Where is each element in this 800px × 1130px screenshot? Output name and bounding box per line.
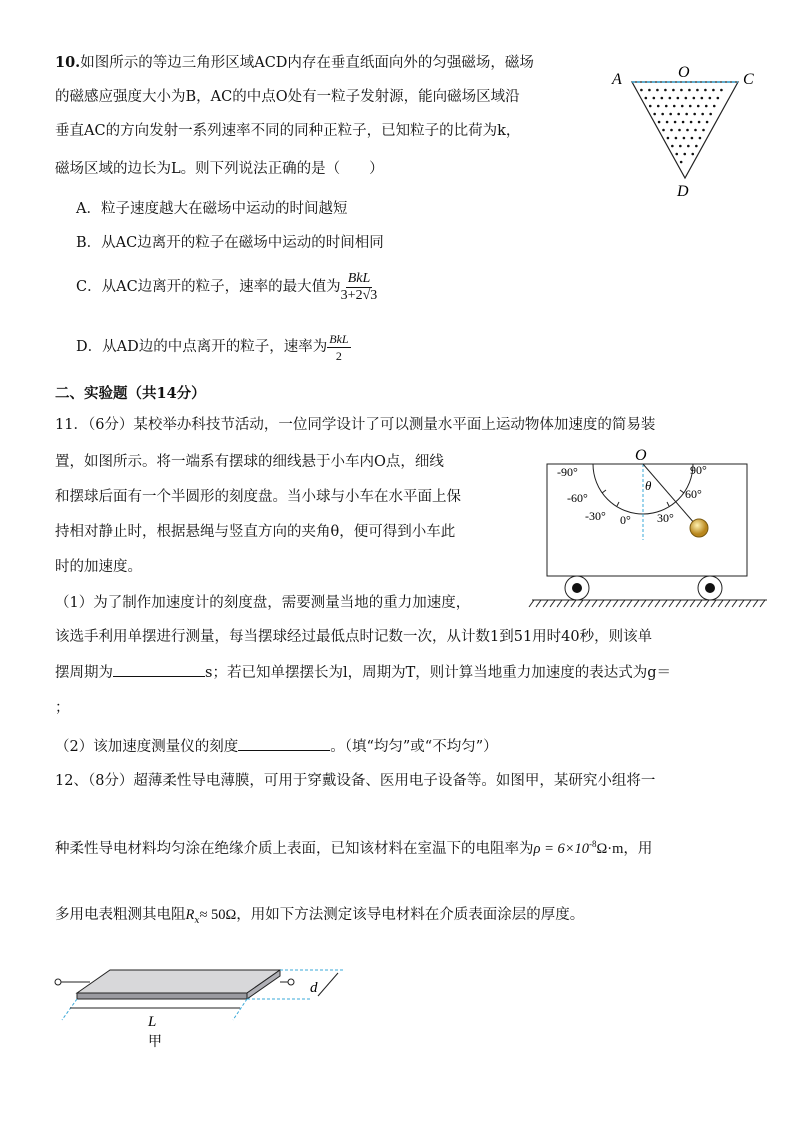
- field-dot: [709, 97, 712, 100]
- field-dot: [694, 129, 697, 132]
- field-dot: [680, 161, 683, 164]
- hatch-line: [585, 600, 590, 607]
- field-dot: [657, 105, 660, 108]
- field-dot: [709, 113, 712, 116]
- fraction: [327, 331, 350, 364]
- q11-line6: （1）为了制作加速度计的刻度盘，需要测量当地的重力加速度，: [55, 595, 471, 611]
- tick-marks: [602, 490, 684, 506]
- field-dot: [665, 105, 668, 108]
- text: 如图所示的等边三角形区域ACD内存在垂直纸面向外的匀强磁场，磁场: [80, 55, 534, 71]
- svg-text:30°: 30°: [657, 511, 674, 525]
- text: 。（填“均匀”或“不均匀”）: [330, 739, 498, 755]
- exponent: -8: [589, 839, 597, 849]
- field-dot: [698, 121, 701, 124]
- field-dot: [685, 113, 688, 116]
- field-dot: [661, 113, 664, 116]
- field-dot: [669, 97, 672, 100]
- field-dot: [693, 113, 696, 116]
- field-dot: [691, 137, 694, 140]
- option-b: B．从AC边离开的粒子在磁场中运动的时间相同: [76, 235, 384, 251]
- hatch-line: [613, 600, 618, 607]
- q10-line3: 垂直AC的方向发射一系列速率不同的同种正粒子，已知粒子的比荷为k，: [55, 123, 521, 139]
- hatch-line: [718, 600, 723, 607]
- q10-line4: 磁场区域的边长为L。则下列说法正确的是（ ）: [55, 161, 384, 177]
- field-dot: [671, 145, 674, 148]
- text: ，用如下方法测定该导电材料在介质表面涂层的厚度。: [236, 907, 585, 923]
- section-heading: 二、实验题（共14分）: [55, 385, 206, 402]
- q10-number: 10.: [55, 54, 81, 71]
- text: s；若已知单摆摆长为l，周期为T，则计算当地重力加速度的表达式为g＝: [205, 665, 672, 681]
- hatch-line: [641, 600, 646, 607]
- field-dots: [640, 89, 723, 164]
- text: D．从AD边的中点离开的粒子，速率为: [76, 339, 328, 355]
- q11-line8: [55, 662, 671, 683]
- field-dot: [688, 89, 691, 92]
- numerator: BkL: [329, 331, 349, 346]
- hatch-line: [634, 600, 639, 607]
- hatch-line: [732, 600, 737, 607]
- denominator: 2: [335, 348, 342, 363]
- field-dot: [664, 89, 667, 92]
- figure-caption: 甲: [148, 1034, 162, 1050]
- field-dot: [712, 89, 715, 92]
- resistance-symbol: R: [185, 907, 195, 923]
- wheels: [565, 576, 722, 600]
- hatch-line: [746, 600, 751, 607]
- field-dot: [681, 105, 684, 108]
- q11-line2: 置，如图所示。将一端系有摆球的细线悬于小车内O点，细线: [55, 454, 444, 470]
- svg-text:-60°: -60°: [567, 491, 588, 505]
- field-dot: [656, 89, 659, 92]
- answer-blank-period[interactable]: [113, 662, 205, 677]
- label-d: d: [310, 980, 318, 996]
- field-dot: [704, 89, 707, 92]
- field-dot: [691, 153, 694, 156]
- field-dot: [662, 129, 665, 132]
- field-dot: [695, 145, 698, 148]
- hatch-line: [536, 600, 541, 607]
- field-dot: [687, 145, 690, 148]
- svg-text:60°: 60°: [685, 487, 702, 501]
- svg-text:90°: 90°: [690, 463, 707, 477]
- hatch-line: [571, 600, 576, 607]
- hatch-line: [704, 600, 709, 607]
- hatch-line: [662, 600, 667, 607]
- field-dot: [682, 121, 685, 124]
- text: 种柔性导电材料均匀涂在绝缘介质上表面，已知该材料在室温下的电阻率为: [55, 840, 534, 857]
- hatch-line: [683, 600, 688, 607]
- field-dot: [680, 89, 683, 92]
- field-dot: [696, 89, 699, 92]
- field-dot: [669, 113, 672, 116]
- triangle: [632, 82, 738, 178]
- hatch-line: [543, 600, 548, 607]
- fraction: [341, 271, 378, 304]
- numerator: BkL: [347, 270, 371, 286]
- hatch-line: [725, 600, 730, 607]
- pendulum-ball: [690, 519, 708, 537]
- film-side: [77, 993, 247, 999]
- left-terminal: [55, 979, 61, 985]
- field-dot: [653, 113, 656, 116]
- field-dot: [670, 129, 673, 132]
- field-dot: [683, 137, 686, 140]
- field-dot: [661, 97, 664, 100]
- field-dot: [720, 89, 723, 92]
- ground-hatch: [529, 600, 765, 607]
- text: 摆周期为: [55, 665, 113, 681]
- hatch-line: [606, 600, 611, 607]
- svg-text:-90°: -90°: [557, 465, 578, 479]
- field-dot: [675, 153, 678, 156]
- q11-line10: [55, 736, 498, 757]
- field-dot: [673, 105, 676, 108]
- field-dot: [648, 89, 651, 92]
- field-dot: [702, 129, 705, 132]
- field-dot: [678, 129, 681, 132]
- field-dot: [683, 153, 686, 156]
- text: ，用: [623, 840, 653, 857]
- label-theta: θ: [645, 478, 652, 493]
- label-c: C: [743, 71, 754, 88]
- field-dot: [686, 129, 689, 132]
- field-dot: [640, 89, 643, 92]
- label-d: D: [677, 183, 689, 200]
- resistivity: ρ = 6×10: [533, 840, 590, 857]
- hatch-line: [669, 600, 674, 607]
- q11-line3: 和摆球后面有一个半圆形的刻度盘。当小球与小车在水平面上保: [55, 489, 461, 505]
- label-o: O: [678, 64, 690, 81]
- hatch-line: [557, 600, 562, 607]
- svg-text:-30°: -30°: [585, 509, 606, 523]
- field-dot: [717, 97, 720, 100]
- field-dot: [689, 105, 692, 108]
- field-dot: [705, 105, 708, 108]
- right-terminal: [288, 979, 294, 985]
- text: （2）该加速度测量仪的刻度: [55, 739, 239, 755]
- q11-line4: 持相对静止时，根据悬绳与竖直方向的夹角θ，便可得到小车此: [55, 524, 456, 540]
- triangle-field-figure: [600, 60, 780, 200]
- hatch-line: [690, 600, 695, 607]
- q11-line1: 11．（6分）某校举办科技节活动，一位同学设计了可以测量水平面上运动物体加速度的简易装: [55, 417, 656, 433]
- field-dot: [690, 121, 693, 124]
- field-dot: [672, 89, 675, 92]
- film-figure: [50, 960, 360, 1055]
- field-dot: [679, 145, 682, 148]
- q10-line1: [55, 53, 534, 73]
- option-d: [76, 330, 351, 364]
- q12-line3: [55, 905, 584, 931]
- hatch-line: [627, 600, 632, 607]
- field-dot: [699, 137, 702, 140]
- hatch-line: [711, 600, 716, 607]
- field-dot: [674, 121, 677, 124]
- text: C．从AC边离开的粒子，速率的最大值为: [76, 279, 341, 295]
- cart-pendulum-figure: [520, 440, 780, 615]
- option-c: [76, 270, 377, 304]
- hatch-line: [599, 600, 604, 607]
- field-dot: [701, 113, 704, 116]
- hatch-line: [564, 600, 569, 607]
- field-dot: [677, 113, 680, 116]
- hatch-line: [760, 600, 765, 607]
- label-a: A: [612, 71, 622, 88]
- field-dot: [701, 97, 704, 100]
- hatch-line: [550, 600, 555, 607]
- field-dot: [675, 137, 678, 140]
- q11-line7: 该选手利用单摆进行测量，每当摆球经过最低点时记数一次，从计数1到51用时40秒，则该单: [55, 629, 653, 645]
- tick-labels: [557, 463, 707, 527]
- field-dot: [658, 121, 661, 124]
- field-dot: [677, 97, 680, 100]
- q11-line9: ；: [55, 700, 70, 716]
- hatch-line: [753, 600, 758, 607]
- resistance-value: ≈ 50Ω: [199, 907, 237, 923]
- field-dot: [713, 105, 716, 108]
- q10-line2: 的磁感应强度大小为B，AC的中点O处有一粒子发射源，能向磁场区域沿: [55, 89, 520, 105]
- denominator: 3+2√3: [340, 287, 378, 303]
- field-dot: [653, 97, 656, 100]
- label-o: O: [635, 447, 647, 464]
- answer-blank-scale[interactable]: [238, 736, 330, 751]
- field-dot: [693, 97, 696, 100]
- field-dot: [649, 105, 652, 108]
- text: 多用电表粗测其电阻: [55, 907, 186, 923]
- hatch-line: [697, 600, 702, 607]
- hatch-line: [620, 600, 625, 607]
- hatch-line: [655, 600, 660, 607]
- field-dot: [697, 105, 700, 108]
- svg-text:0°: 0°: [620, 513, 631, 527]
- hatch-line: [648, 600, 653, 607]
- option-a: A．粒子速度越大在磁场中运动的时间越短: [76, 201, 348, 217]
- hatch-line: [529, 600, 534, 607]
- subscript: x: [194, 915, 200, 926]
- label-l: L: [148, 1014, 157, 1030]
- q11-line5: 时的加速度。: [55, 559, 142, 575]
- film-top: [77, 970, 280, 993]
- unit: Ω·m: [596, 840, 624, 857]
- field-dot: [685, 97, 688, 100]
- hatch-line: [739, 600, 744, 607]
- d-arrow: [318, 973, 338, 996]
- field-dot: [645, 97, 648, 100]
- field-dot: [666, 121, 669, 124]
- q12-line1: 12、（8分）超薄柔性导电薄膜，可用于穿戴设备、医用电子设备等。如图甲，某研究小组将一: [55, 773, 656, 789]
- q12-line2: [55, 834, 652, 859]
- field-dot: [667, 137, 670, 140]
- hatch-line: [578, 600, 583, 607]
- hatch-line: [592, 600, 597, 607]
- hatch-line: [676, 600, 681, 607]
- field-dot: [706, 121, 709, 124]
